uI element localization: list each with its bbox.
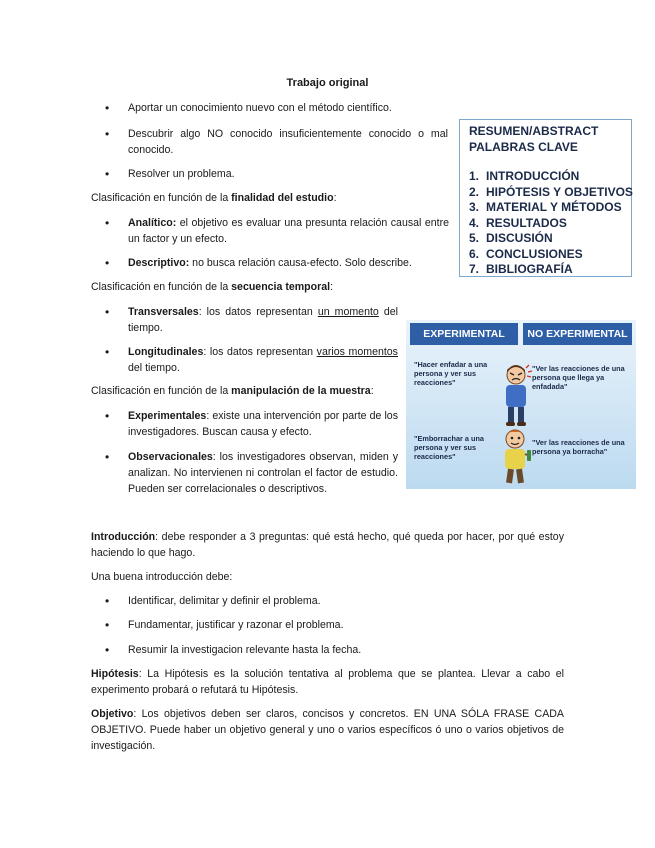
section-heading-buena-intro: Una buena introducción debe: [91, 571, 233, 583]
list-item-text: Descubrir algo NO conocido insuficientemente conocido o mal conocido. [128, 128, 448, 156]
item-number: 5. [469, 231, 480, 245]
item-label: MATERIAL Y MÉTODOS [486, 200, 622, 214]
item-number: 4. [469, 215, 480, 230]
definition: : Los objetivos deben ser claros, concisos y concretos. EN UNA SÓLA FRASE CADA OBJETIVO. Puede haber un objetivo general y uno o varios específicos ó uno o varios objetivos de investigación. [91, 708, 564, 752]
heading-text: Clasificación en función de la [91, 385, 232, 397]
term: Experimentales [128, 410, 207, 422]
structure-item [469, 185, 631, 201]
heading-bold: finalidad del estudio [231, 192, 334, 204]
structure-item [469, 200, 631, 216]
item-number: 2. [469, 184, 480, 199]
list-item [128, 449, 398, 497]
item-label: BIBLIOGRAFÍA [486, 262, 573, 276]
section-heading-finalidad [91, 190, 451, 206]
quote-experimental-2: "Emborrachar a una persona y ver sus reacciones" [414, 434, 484, 461]
definition: : los datos representan [203, 346, 317, 358]
quote-no-experimental-1: "Ver las reacciones de una persona que llega ya enfadada" [532, 364, 625, 391]
heading-text: Clasificación en función de la [91, 281, 232, 293]
term: Hipótesis [91, 668, 139, 680]
list-item-text: Resolver un problema. [128, 168, 235, 180]
paragraph-introduccion [91, 529, 564, 561]
term: Observacionales [128, 451, 213, 463]
term: Descriptivo: [128, 257, 190, 269]
definition-end: del tiempo. [128, 306, 398, 334]
term: Objetivo [91, 708, 134, 720]
list-item [128, 255, 449, 271]
heading-bold: manipulación de la muestra [231, 385, 371, 397]
structure-item [469, 216, 631, 232]
structure-item [469, 262, 631, 278]
structure-item [469, 231, 631, 247]
list-item [128, 617, 558, 633]
definition: : los investigadores observan, miden y analizan. No intervienen ni controlan el factor de estudio. Pueden ser correlacionales o descriptivos. [128, 451, 398, 495]
term: Transversales [128, 306, 199, 318]
list-item [128, 126, 448, 158]
heading-suffix: : [370, 385, 374, 397]
definition: : debe responder a 3 preguntas: qué está hecho, qué queda por hacer, por qué estoy haciendo lo que hago. [91, 531, 564, 559]
header-no-experimental: NO EXPERIMENTAL [523, 323, 632, 345]
item-label: INTRODUCCIÓN [486, 169, 580, 183]
item-number: 7. [469, 262, 480, 276]
item-label: RESULTADOS [486, 215, 567, 230]
underlined-text: un momento [317, 306, 379, 318]
structure-item [469, 169, 631, 185]
quote-experimental-1: "Hacer enfadar a una persona y ver sus reacciones" [414, 360, 488, 387]
heading-suffix: : [330, 281, 334, 293]
heading-text: Clasificación en función de la [91, 192, 232, 204]
definition: el objetivo es evaluar una presunta relación causal entre un factor y un efecto. [128, 217, 449, 245]
box-line: PALABRAS CLAVE [469, 139, 578, 154]
item-label: DISCUSIÓN [486, 231, 553, 245]
list-item [128, 304, 398, 336]
definition: : los datos representan [198, 306, 318, 318]
section-heading-manipulacion [91, 383, 451, 399]
definition: : existe una intervención por parte de los investigadores. Buscan causa y efecto. [128, 410, 398, 438]
item-number: 1. [469, 169, 480, 183]
quote-no-experimental-2: "Ver las reacciones de una persona ya borracha" [532, 438, 625, 456]
list-item [128, 344, 398, 376]
item-label: CONCLUSIONES [486, 246, 583, 261]
item-number: 3. [469, 200, 480, 214]
heading-bold: secuencia temporal [231, 281, 331, 293]
list-item-text: Identificar, delimitar y definir el problema. [128, 595, 321, 607]
box-line: RESUMEN/ABSTRACT [469, 124, 599, 138]
paragraph-objetivo [91, 706, 564, 754]
section-heading-temporal [91, 279, 451, 295]
structure-item [469, 247, 631, 263]
heading-suffix: : [333, 192, 337, 204]
definition-end: del tiempo. [128, 362, 180, 374]
page-title: Trabajo original [286, 77, 369, 89]
list-item [128, 408, 398, 440]
term: Introducción [91, 531, 156, 543]
term: Longitudinales [128, 346, 204, 358]
definition: : La Hipótesis es la solución tentativa al problema que se plantea. Llevar a cabo el experimento probará o refutará tu Hipótesis. [91, 668, 564, 696]
list-item [128, 642, 558, 658]
paragraph-hipotesis [91, 666, 564, 698]
list-item-text: Fundamentar, justificar y razonar el problema. [128, 619, 344, 631]
list-item [128, 593, 558, 609]
drunk-person-icon [498, 428, 534, 488]
list-item [128, 100, 448, 116]
list-item [128, 215, 449, 247]
list-item-text: Resumir la investigacion relevante hasta la fecha. [128, 644, 362, 656]
list-item-text: Aportar un conocimiento nuevo con el método científico. [128, 102, 392, 114]
experimental-illustration [406, 320, 636, 489]
definition: no busca relación causa-efecto. Solo describe. [189, 257, 412, 269]
item-number: 6. [469, 246, 480, 261]
item-label: HIPÓTESIS Y OBJETIVOS [486, 184, 633, 199]
angry-person-icon [498, 364, 534, 430]
header-experimental: EXPERIMENTAL [410, 323, 518, 345]
list-item [128, 166, 448, 182]
paper-structure-box [459, 119, 632, 277]
underlined-text: varios momentos [316, 346, 398, 358]
term: Analítico: [128, 217, 177, 229]
